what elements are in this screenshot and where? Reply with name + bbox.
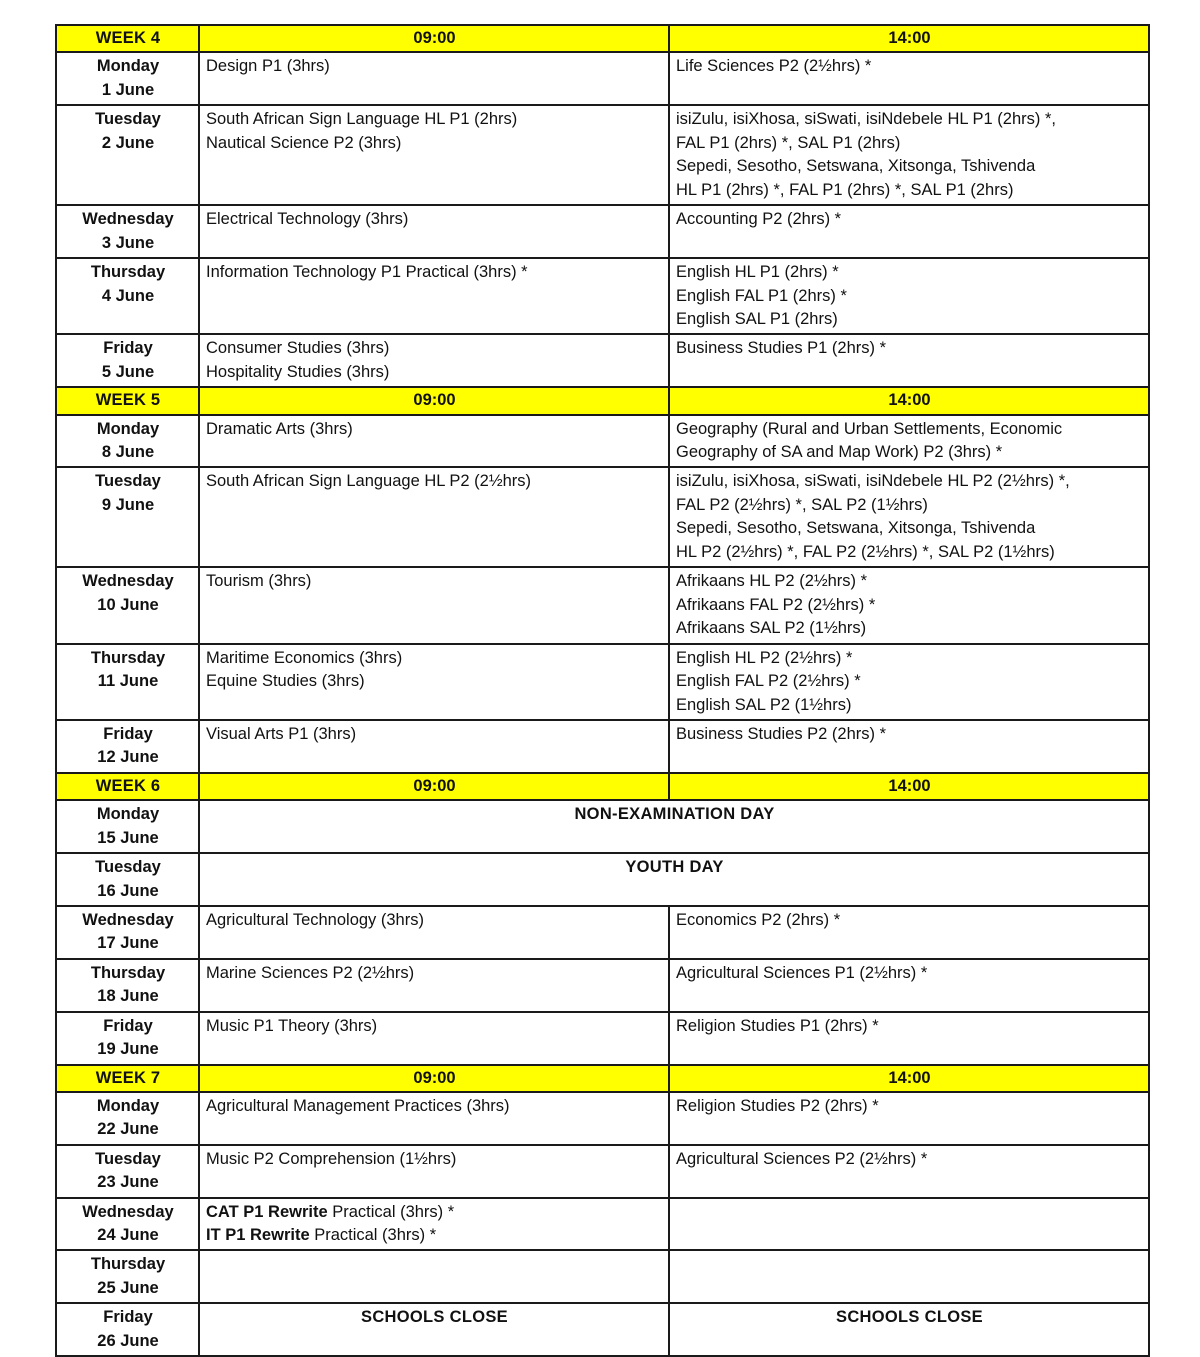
exam-entry-afternoon: English HL P1 (2hrs) * bbox=[676, 263, 839, 282]
afternoon-exams bbox=[669, 258, 1149, 334]
day-date: 2 June bbox=[101, 133, 155, 152]
week-header-row bbox=[56, 387, 1149, 414]
afternoon-exams bbox=[669, 1092, 1149, 1145]
day-name: Wednesday bbox=[82, 210, 174, 229]
rewrite-label: IT P1 Rewrite bbox=[206, 1226, 310, 1245]
morning-exams bbox=[199, 720, 669, 773]
week-header-row bbox=[56, 1065, 1149, 1092]
day-name: Friday bbox=[103, 1016, 153, 1035]
day-date-cell bbox=[56, 720, 199, 773]
week-label: WEEK 6 bbox=[56, 773, 199, 800]
exam-entry-morning: South African Sign Language HL P1 (2hrs) bbox=[206, 110, 518, 129]
timetable-row bbox=[56, 258, 1149, 334]
special-day-banner: NON-EXAMINATION DAY bbox=[199, 800, 1149, 853]
exam-entry-morning: Equine Studies (3hrs) bbox=[206, 672, 365, 691]
morning-exams bbox=[199, 567, 669, 643]
exam-entry-morning: Music P2 Comprehension (1½hrs) bbox=[206, 1149, 457, 1168]
day-date-cell bbox=[56, 853, 199, 906]
timetable-row bbox=[56, 644, 1149, 720]
afternoon-exams bbox=[669, 467, 1149, 567]
exam-entry-afternoon: English FAL P2 (2½hrs) * bbox=[676, 672, 861, 691]
day-date: 10 June bbox=[97, 595, 159, 614]
day-date-cell bbox=[56, 105, 199, 205]
exam-entry-morning: IT P1 Rewrite Practical (3hrs) * bbox=[206, 1226, 437, 1245]
exam-entry-afternoon: Life Sciences P2 (2½hrs) * bbox=[676, 57, 872, 76]
exam-entry-morning: Consumer Studies (3hrs) bbox=[206, 339, 390, 358]
morning-exams bbox=[199, 1092, 669, 1145]
day-name: Wednesday bbox=[82, 910, 174, 929]
exam-entry-afternoon: Afrikaans FAL P2 (2½hrs) * bbox=[676, 595, 876, 614]
afternoon-exams bbox=[669, 105, 1149, 205]
day-date: 25 June bbox=[97, 1278, 159, 1297]
exam-entry-afternoon: Agricultural Sciences P1 (2½hrs) * bbox=[676, 963, 928, 982]
timetable-row bbox=[56, 567, 1149, 643]
timetable-row bbox=[56, 334, 1149, 387]
morning-session-time: 09:00 bbox=[199, 773, 669, 800]
day-name: Monday bbox=[96, 57, 160, 76]
day-name: Wednesday bbox=[82, 572, 174, 591]
exam-entry-afternoon: Agricultural Sciences P2 (2½hrs) * bbox=[676, 1149, 928, 1168]
timetable-row bbox=[56, 800, 1149, 853]
day-date: 17 June bbox=[97, 934, 159, 953]
morning-exams bbox=[199, 205, 669, 258]
day-name: Tuesday bbox=[95, 110, 161, 129]
exam-entry-afternoon: Geography (Rural and Urban Settlements, Economic bbox=[676, 419, 1063, 438]
exam-entry-morning: Tourism (3hrs) bbox=[206, 572, 312, 591]
morning-exams bbox=[199, 644, 669, 720]
day-date-cell bbox=[56, 1012, 199, 1065]
timetable-row bbox=[56, 1092, 1149, 1145]
afternoon-exams bbox=[669, 1012, 1149, 1065]
afternoon-exams bbox=[669, 334, 1149, 387]
day-date-cell bbox=[56, 1303, 199, 1356]
afternoon-exams bbox=[669, 52, 1149, 105]
exam-entry-afternoon: FAL P2 (2½hrs) *, SAL P2 (1½hrs) bbox=[676, 495, 928, 514]
exam-entry-afternoon: Geography of SA and Map Work) P2 (3hrs) * bbox=[676, 443, 1003, 462]
day-date-cell bbox=[56, 1250, 199, 1303]
week-header-row bbox=[56, 25, 1149, 52]
afternoon-exams bbox=[669, 415, 1149, 468]
morning-session-time: 09:00 bbox=[199, 1065, 669, 1092]
morning-exams bbox=[199, 906, 669, 959]
exam-entry-morning: Maritime Economics (3hrs) bbox=[206, 648, 403, 667]
timetable-row bbox=[56, 1145, 1149, 1198]
day-date-cell bbox=[56, 800, 199, 853]
special-day-banner: YOUTH DAY bbox=[199, 853, 1149, 906]
timetable-row bbox=[56, 959, 1149, 1012]
exam-entry-morning: Music P1 Theory (3hrs) bbox=[206, 1016, 378, 1035]
morning-exams bbox=[199, 1145, 669, 1198]
day-date-cell bbox=[56, 1145, 199, 1198]
day-date: 8 June bbox=[101, 443, 155, 462]
week-header-row bbox=[56, 773, 1149, 800]
day-name: Monday bbox=[96, 1096, 160, 1115]
day-date: 9 June bbox=[101, 495, 155, 514]
timetable-row bbox=[56, 1303, 1149, 1356]
day-date: 26 June bbox=[97, 1331, 159, 1350]
day-date-cell bbox=[56, 959, 199, 1012]
exam-entry-afternoon: Religion Studies P1 (2hrs) * bbox=[676, 1016, 879, 1035]
week-label: WEEK 5 bbox=[56, 387, 199, 414]
day-date-cell bbox=[56, 906, 199, 959]
day-name: Thursday bbox=[90, 963, 166, 982]
morning-exams bbox=[199, 1012, 669, 1065]
morning-exams bbox=[199, 467, 669, 567]
afternoon-exams bbox=[669, 567, 1149, 643]
exam-entry-morning: Electrical Technology (3hrs) bbox=[206, 210, 409, 229]
day-date: 12 June bbox=[97, 748, 159, 767]
week-label: WEEK 7 bbox=[56, 1065, 199, 1092]
timetable-row bbox=[56, 906, 1149, 959]
rewrite-label: CAT P1 Rewrite bbox=[206, 1202, 328, 1221]
exam-entry-morning: Agricultural Technology (3hrs) bbox=[206, 910, 424, 929]
exam-entry-afternoon: English SAL P2 (1½hrs) bbox=[676, 695, 852, 714]
exam-entry-morning: Hospitality Studies (3hrs) bbox=[206, 362, 390, 381]
morning-exams bbox=[199, 959, 669, 1012]
exam-entry-afternoon: Sepedi, Sesotho, Setswana, Xitsonga, Tshivenda bbox=[676, 157, 1036, 176]
exam-entry-morning: Nautical Science P2 (3hrs) bbox=[206, 133, 402, 152]
timetable-row bbox=[56, 205, 1149, 258]
morning-exams bbox=[199, 105, 669, 205]
day-date-cell bbox=[56, 467, 199, 567]
timetable-row bbox=[56, 853, 1149, 906]
exam-entry-afternoon: English SAL P1 (2hrs) bbox=[676, 309, 838, 328]
exam-timetable bbox=[55, 24, 1150, 1357]
afternoon-exams bbox=[669, 644, 1149, 720]
morning-exams bbox=[199, 415, 669, 468]
afternoon-session-time: 14:00 bbox=[669, 387, 1149, 414]
exam-entry-afternoon: HL P2 (2½hrs) *, FAL P2 (2½hrs) *, SAL P2 (1½hrs) bbox=[676, 542, 1055, 561]
afternoon-exams bbox=[669, 1198, 1149, 1251]
timetable-row bbox=[56, 415, 1149, 468]
day-date: 5 June bbox=[101, 362, 155, 381]
timetable-row bbox=[56, 1012, 1149, 1065]
exam-entry-morning: South African Sign Language HL P2 (2½hrs) bbox=[206, 472, 532, 491]
day-name: Monday bbox=[96, 805, 160, 824]
day-date: 23 June bbox=[97, 1173, 159, 1192]
day-name: Friday bbox=[103, 725, 153, 744]
exam-entry-afternoon: Religion Studies P2 (2hrs) * bbox=[676, 1096, 879, 1115]
day-date-cell bbox=[56, 258, 199, 334]
day-date: 19 June bbox=[97, 1040, 159, 1059]
exam-entry-morning: Agricultural Management Practices (3hrs) bbox=[206, 1096, 510, 1115]
afternoon-exams bbox=[669, 906, 1149, 959]
timetable-row bbox=[56, 467, 1149, 567]
day-date-cell bbox=[56, 567, 199, 643]
timetable-row bbox=[56, 720, 1149, 773]
day-date: 22 June bbox=[97, 1120, 159, 1139]
morning-session-time: 09:00 bbox=[199, 25, 669, 52]
morning-exams bbox=[199, 1198, 669, 1251]
exam-entry-afternoon: Afrikaans HL P2 (2½hrs) * bbox=[676, 572, 868, 591]
day-date: 16 June bbox=[97, 881, 159, 900]
exam-entry-afternoon: Afrikaans SAL P2 (1½hrs) bbox=[676, 619, 867, 638]
exam-entry-afternoon: Economics P2 (2hrs) * bbox=[676, 910, 841, 929]
day-name: Tuesday bbox=[95, 1149, 161, 1168]
exam-entry-afternoon: HL P1 (2hrs) *, FAL P1 (2hrs) *, SAL P1 (2hrs) bbox=[676, 180, 1014, 199]
day-date: 24 June bbox=[97, 1226, 159, 1245]
day-name: Wednesday bbox=[82, 1202, 174, 1221]
morning-exams bbox=[199, 1250, 669, 1303]
exam-entry-afternoon: Sepedi, Sesotho, Setswana, Xitsonga, Tshivenda bbox=[676, 519, 1036, 538]
exam-entry-morning: Information Technology P1 Practical (3hrs) * bbox=[206, 263, 528, 282]
day-name: Tuesday bbox=[95, 858, 161, 877]
day-date-cell bbox=[56, 1198, 199, 1251]
day-date-cell bbox=[56, 644, 199, 720]
timetable-row bbox=[56, 1250, 1149, 1303]
afternoon-exams bbox=[669, 205, 1149, 258]
day-name: Tuesday bbox=[95, 472, 161, 491]
day-date-cell bbox=[56, 415, 199, 468]
day-name: Thursday bbox=[90, 1255, 166, 1274]
morning-notice: SCHOOLS CLOSE bbox=[199, 1303, 669, 1356]
week-label: WEEK 4 bbox=[56, 25, 199, 52]
afternoon-exams bbox=[669, 1250, 1149, 1303]
timetable-body bbox=[56, 25, 1149, 1356]
day-name: Monday bbox=[96, 419, 160, 438]
day-date: 15 June bbox=[97, 828, 159, 847]
day-date-cell bbox=[56, 334, 199, 387]
exam-entry-morning: CAT P1 Rewrite Practical (3hrs) * bbox=[206, 1202, 455, 1221]
day-name: Friday bbox=[103, 1308, 153, 1327]
day-name: Thursday bbox=[90, 648, 166, 667]
day-date: 4 June bbox=[101, 286, 155, 305]
timetable-row bbox=[56, 52, 1149, 105]
exam-entry-morning: Visual Arts P1 (3hrs) bbox=[206, 725, 357, 744]
day-date-cell bbox=[56, 205, 199, 258]
exam-entry-afternoon: FAL P1 (2hrs) *, SAL P1 (2hrs) bbox=[676, 133, 901, 152]
day-name: Friday bbox=[103, 339, 153, 358]
morning-exams bbox=[199, 52, 669, 105]
morning-exams bbox=[199, 258, 669, 334]
afternoon-exams bbox=[669, 1145, 1149, 1198]
day-date: 1 June bbox=[101, 80, 155, 99]
day-date: 11 June bbox=[97, 672, 159, 691]
exam-entry-afternoon: Accounting P2 (2hrs) * bbox=[676, 210, 842, 229]
afternoon-session-time: 14:00 bbox=[669, 773, 1149, 800]
exam-entry-afternoon: English HL P2 (2½hrs) * bbox=[676, 648, 853, 667]
exam-entry-morning: Design P1 (3hrs) bbox=[206, 57, 330, 76]
day-date: 18 June bbox=[97, 987, 159, 1006]
afternoon-exams bbox=[669, 959, 1149, 1012]
afternoon-exams bbox=[669, 720, 1149, 773]
afternoon-notice: SCHOOLS CLOSE bbox=[669, 1303, 1149, 1356]
morning-session-time: 09:00 bbox=[199, 387, 669, 414]
afternoon-session-time: 14:00 bbox=[669, 1065, 1149, 1092]
day-date: 3 June bbox=[101, 233, 155, 252]
day-date-cell bbox=[56, 52, 199, 105]
exam-entry-afternoon: isiZulu, isiXhosa, siSwati, isiNdebele HL P2 (2½hrs) *, bbox=[676, 472, 1070, 491]
exam-entry-afternoon: Business Studies P1 (2hrs) * bbox=[676, 339, 887, 358]
morning-exams bbox=[199, 334, 669, 387]
afternoon-session-time: 14:00 bbox=[669, 25, 1149, 52]
exam-entry-morning: Marine Sciences P2 (2½hrs) bbox=[206, 963, 415, 982]
timetable-row bbox=[56, 105, 1149, 205]
day-date-cell bbox=[56, 1092, 199, 1145]
exam-entry-afternoon: Business Studies P2 (2hrs) * bbox=[676, 725, 887, 744]
exam-entry-morning: Dramatic Arts (3hrs) bbox=[206, 419, 353, 438]
timetable-row bbox=[56, 1198, 1149, 1251]
day-name: Thursday bbox=[90, 263, 166, 282]
exam-entry-afternoon: English FAL P1 (2hrs) * bbox=[676, 286, 847, 305]
exam-entry-afternoon: isiZulu, isiXhosa, siSwati, isiNdebele HL P1 (2hrs) *, bbox=[676, 110, 1056, 129]
